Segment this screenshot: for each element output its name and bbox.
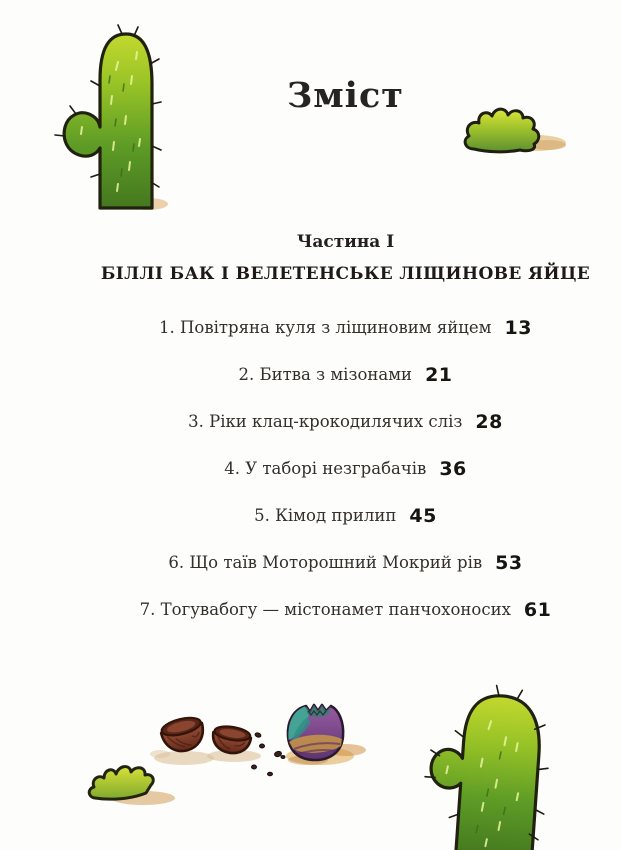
chapter-page-number: 28 xyxy=(475,411,503,433)
part-label: Частина I xyxy=(296,232,395,252)
part-title: БІЛЛІ БАК І ВЕЛЕТЕНСЬКЕ ЛІЩИНОВЕ ЯЙЦЕ xyxy=(100,264,591,284)
chapter-page-number: 61 xyxy=(523,599,552,621)
chapter-label: 5. Кімод прилип xyxy=(254,506,397,525)
toc-entry xyxy=(70,552,621,574)
chapter-page-number: 13 xyxy=(504,317,532,339)
nutshells-crumbs-and-bitten-egg-icon xyxy=(148,694,373,806)
toc-entry xyxy=(70,364,621,386)
chapter-page-number: 36 xyxy=(439,458,467,480)
toc-entry xyxy=(70,505,621,527)
toc-list xyxy=(70,317,621,621)
chapter-label: 7. Тогувабогу — містонамет панчохоносих xyxy=(139,600,511,619)
nutshell-half-icon xyxy=(159,714,207,755)
toc-entry xyxy=(70,411,621,433)
chapter-page-number: 21 xyxy=(425,364,453,386)
chapter-label: 4. У таборі незграбачів xyxy=(224,459,427,478)
toc-entry xyxy=(70,599,621,621)
chapter-label: 1. Повітряна куля з ліщиновим яйцем xyxy=(159,318,492,337)
chapter-label: 2. Битва з мізонами xyxy=(238,365,413,384)
partial-cactus-icon xyxy=(418,682,583,850)
page-title: Зміст xyxy=(287,75,404,116)
chapter-label: 3. Ріки клац-крокодилячих сліз xyxy=(188,412,463,431)
chapter-page-number: 45 xyxy=(409,505,437,527)
toc-entry xyxy=(70,317,621,339)
contents-column xyxy=(70,0,621,646)
bitten-egg-icon xyxy=(288,705,343,760)
toc-entry xyxy=(70,458,621,480)
chapter-page-number: 53 xyxy=(495,552,523,574)
chapter-label: 6. Що таїв Моторошний Мокрий рів xyxy=(168,553,483,572)
